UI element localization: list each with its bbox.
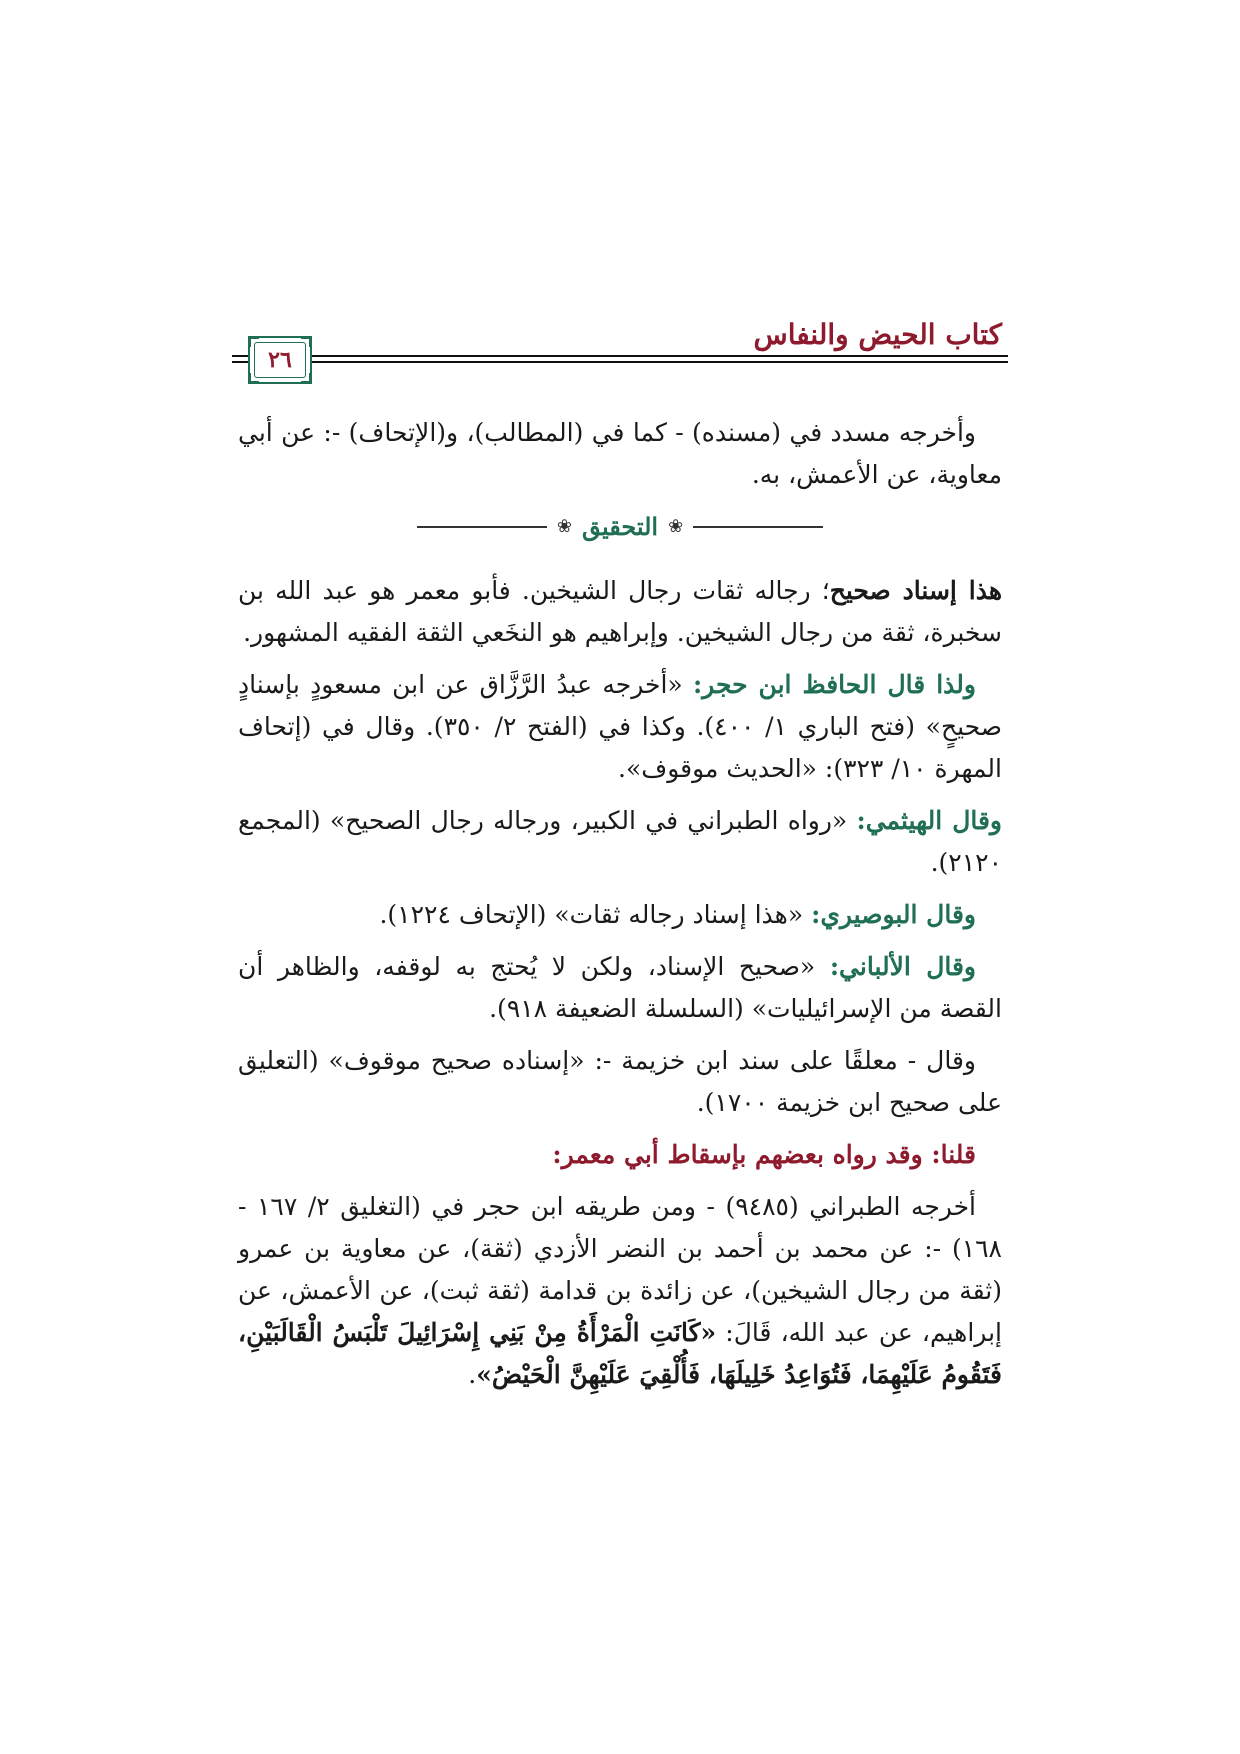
header-rule-line — [232, 355, 1008, 357]
paragraph-text: وقال - معلقًا على سند ابن خزيمة -: «إسناده صحيح موقوف» (التعليق على صحيح ابن خزيمة ١٧٠٠). — [238, 1046, 1002, 1117]
badge-corner-ornament — [301, 336, 312, 347]
page-number-badge — [248, 336, 312, 384]
hadith-quote: «كَانَتِ الْمَرْأَةُ مِنْ بَنِي إِسْرَائِيلَ تَلْبَسُ الْقَالَبَيْنِ، فَتَقُومُ عَلَيْهِمَا، فَتُوَاعِدُ خَلِيلَهَا، فَأُلْقِيَ عَلَيْهِنَّ الْحَيْضُ» — [238, 1318, 1002, 1389]
paragraph — [238, 800, 1002, 884]
paragraph-lead: وقال الألباني: — [829, 952, 976, 981]
paragraph-lead: هذا إسناد صحيح — [829, 576, 1003, 605]
paragraph — [238, 1134, 1002, 1176]
paragraph-text: وأخرجه مسدد في (مسنده) - كما في (المطالب)، و(الإتحاف) -: عن أبي معاوية، عن الأعمش، به. — [238, 418, 1002, 489]
section-divider — [238, 506, 1002, 548]
header-rule-line — [232, 361, 1008, 363]
paragraph-text: أخرجه الطبراني (٩٤٨٥) - ومن طريقه ابن حجر في (التغليق ٢/ ١٦٧ - ١٦٨) -: عن محمد بن أحمد بن النضر الأزدي (ثقة)، عن معاوية بن عمرو (ثقة من رجال الشيخين)، عن زائدة بن قدامة (ثقة ثبت)، عن الأعمش، عن إبراهيم، عن عبد الله، قَالَ: — [238, 1192, 1002, 1347]
paragraph-text: «أخرجه عبدُ الرَّزَّاق عن ابن مسعودٍ بإسنادٍ صحيحٍ» (فتح الباري ١/ ٤٠٠). وكذا في (الفتح ٢/ ٣٥٠). وقال في (إتحاف المهرة ١٠/ ٣٢٣): «الحديث موقوف». — [238, 670, 1003, 783]
paragraph-text: . — [468, 1360, 477, 1389]
paragraph — [238, 894, 1002, 936]
paragraph — [238, 570, 1002, 654]
page-content — [238, 412, 1002, 1406]
paragraph-text: وقد رواه بعضهم بإسقاط أبي معمر: — [552, 1140, 932, 1169]
badge-corner-ornament — [301, 373, 312, 384]
paragraph — [238, 412, 1002, 496]
paragraph-text: «صحيح الإسناد، ولكن لا يُحتج به لوقفه، والظاهر أن القصة من الإسرائيليات» (السلسلة الضعيفة ٩١٨). — [238, 952, 1002, 1023]
paragraph-lead: ولذا قال الحافظ ابن حجر: — [692, 670, 976, 699]
badge-corner-ornament — [248, 336, 259, 347]
divider-rule — [693, 526, 823, 528]
book-title: كتاب الحيض والنفاس — [753, 318, 1002, 351]
paragraph — [238, 664, 1002, 790]
paragraph-text: «رواه الطبراني في الكبير، ورجاله رجال الصحيح» (المجمع ٢١٢٠). — [238, 806, 1002, 877]
page-number: ٢٦ — [268, 347, 292, 373]
paragraph-lead: وقال الهيثمي: — [856, 806, 1003, 835]
paragraph — [238, 946, 1002, 1030]
header-rule — [232, 355, 1008, 365]
flourish-icon: ❀ — [668, 516, 684, 537]
paragraph-text: «هذا إسناد رجاله ثقات» (الإتحاف ١٢٢٤). — [379, 900, 812, 929]
paragraph-lead: قلنا: — [931, 1140, 976, 1169]
paragraph-text: ؛ رجاله ثقات رجال الشيخين. فأبو معمر هو عبد الله بن سخبرة، ثقة من رجال الشيخين. وإبراهيم هو النخَعي الثقة الفقيه المشهور. — [238, 576, 1002, 647]
section-heading: التحقيق — [581, 512, 659, 541]
paragraph — [238, 1186, 1002, 1396]
divider-rule — [417, 526, 547, 528]
paragraph — [238, 1040, 1002, 1124]
flourish-icon: ❀ — [556, 516, 572, 537]
paragraph-lead: وقال البوصيري: — [811, 900, 976, 929]
badge-corner-ornament — [248, 373, 259, 384]
